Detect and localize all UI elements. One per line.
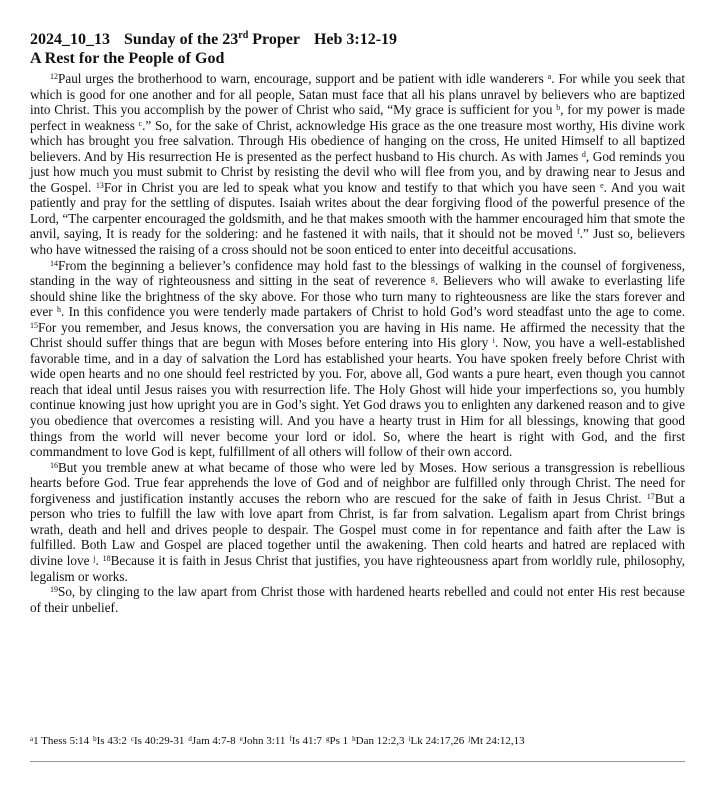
paragraph-text: For you remember, and Jesus knows, the conversation you are having in His name. He affirmed the necessity that the Christ should suffer things that are begun with Moses before entering into His glory	[30, 319, 685, 351]
footnotes	[30, 734, 685, 748]
footnote-mark: h	[352, 735, 356, 743]
body-paragraph	[30, 71, 685, 258]
body-paragraph	[30, 460, 685, 584]
document-body	[30, 71, 685, 615]
footnote-reference: Dan 12:2,3	[355, 735, 405, 747]
footnote-reference: Jam 4:7-8	[191, 735, 236, 747]
verse-number: 16	[50, 460, 58, 470]
footnote-mark: i	[408, 735, 411, 743]
document-title: A Rest for the People of God	[30, 50, 225, 67]
footnote-reference: Is 40:29-31	[134, 735, 185, 747]
sunday-label-main: Sunday of the 23	[124, 31, 239, 48]
footnote-marker: f	[576, 227, 580, 237]
footnote-marker: i	[492, 336, 495, 346]
footnote-mark: c	[130, 735, 134, 743]
paragraph-text: , God reminds you just how much you must submit to Christ by resisting the devil who will flee from you, and by drawing near to Jesus and the Gospel.	[30, 148, 685, 195]
verse-number: 15	[30, 320, 38, 330]
paragraph-text: . Believers who will awake to everlasting life should shine like the brightness of the sky above. For those who turn many to righteousness are like the stars forever and ever	[30, 273, 685, 320]
sunday-label-tail: Proper	[248, 31, 300, 48]
paragraph-text: From the beginning a believer’s confidence may hold fast to the blessings of walking in the counsel of forgiveness, standing in the way of righteousness and sitting in the seat of reverence	[30, 257, 685, 289]
paragraph-text: .	[95, 552, 103, 568]
footnote-mark: b	[93, 735, 97, 743]
paragraph-text: Because it is faith in Jesus Christ that justifies, you have righteousness apart from worldly rule, philosophy, legalism or works.	[30, 552, 686, 584]
footnote-item	[131, 735, 185, 747]
footnote-marker: h	[56, 305, 61, 315]
paragraph-text: .” So, for the sake of Christ, acknowledge His grace as the one treasure most worthy, His divine work which has brought you free salvation. Through His obedience of hanging on the cross, He united Himself to all baptized believers. And by His resurrection He is presented as the perfect husband to His church. As with James	[30, 117, 685, 164]
ordinal-suffix: rd	[238, 30, 249, 41]
footnote-mark: j	[468, 735, 471, 743]
footnote-item	[326, 735, 348, 747]
verse-number: 18	[102, 553, 111, 563]
footnote-mark: a	[30, 735, 34, 743]
footnote-item	[188, 735, 235, 747]
verse-number: 12	[50, 72, 58, 81]
paragraph-text: . For while you seek that which is good for one another and for all people, Satan must face that all his plans unravel by believers who are baptized into Christ. This you accomplish by the power of Christ who said, “My grace is sufficient for you	[30, 71, 685, 118]
footnote-mark: d	[188, 735, 192, 743]
footnote-marker: a	[547, 72, 552, 81]
verse-number: 14	[50, 258, 58, 268]
footnote-marker: e	[600, 180, 604, 190]
footnote-reference: John 3:11	[242, 735, 286, 747]
scripture-reference: Heb 3:12-19	[313, 31, 398, 48]
footnote-reference: Mt 24:12,13	[470, 735, 525, 747]
paragraph-text: But you tremble anew at what became of those who were led by Moses. How serious a transgression is rebellious hearts before God. True fear apprehends the love of God and of neighbor are fulfilled only through Christ. The need for forgiveness and justification instantly accuses the reborn who are rescued for the sake of faith in Jesus Christ.	[30, 459, 685, 506]
footnote-marker: b	[556, 103, 561, 113]
footer-divider	[30, 761, 685, 762]
footnote-marker: j	[93, 553, 96, 563]
footnote-mark: e	[239, 735, 243, 743]
footnote-item	[468, 735, 524, 747]
paragraph-text: . And you wait patiently and pray for the settling of disputes. Isaiah writes about the dear forgiving flood of the powerful presence of the Lord, “The carpenter encouraged the goldsmith, and he that makes smooth with the hammer encouraged him that smote the anvil, saying, It is ready for the soldering: and he fastened it with nails, that it should not be moved	[30, 179, 685, 242]
footnote-item	[289, 735, 322, 747]
footnote-item	[409, 735, 465, 747]
paragraph-text: . In this confidence you were tenderly made partakers of Christ to hold God’s word steadfast unto the age to come.	[60, 304, 685, 320]
document-page	[30, 30, 685, 615]
date-label: 2024_10_13	[30, 31, 110, 48]
footnote-item	[352, 735, 404, 747]
footnote-item	[93, 735, 127, 747]
paragraph-text: . Now, you have a well-established favorable time, and in a day of salvation the Lord has established your hearts. You have spoken freely before Christ with wide open hearts and no one should feel restricted by you. For, above all, God wants a pure heart, even though you cannot reach that ideal until Jesus raises you with resurrection life. The Holy Ghost will hide your imperfections so, you humbly continue knowing just how upright you are in God’s sight. Yet God draws you to enlighten any darkened reason and to give you obedience that overcomes a resisting will. And you have a hearty trust in Him for all blessings, knowing that good things from the world will never become your lord or idol. So, where the heart is right with God, and the first commandment to love God is kept, fulfillment of all others will follow of their own accord.	[30, 335, 685, 460]
footnote-reference: 1 Thess 5:14	[33, 735, 90, 747]
sunday-label	[124, 31, 300, 48]
footnote-marker: c	[138, 118, 143, 128]
footnote-mark: g	[326, 735, 330, 743]
verse-number: 17	[646, 491, 655, 501]
paragraph-text: But a person who tries to fulfill the law with love apart from Christ, is far from salvation. Legalism apart from Christ brings wrath, death and hell and drives people to despair. The Gospel must come in for repentance and faith after the Law is fulfilled. Both Law and Gospel are placed together until the awakening. Then cold hearts and hatred are replaced with divine love	[30, 490, 685, 568]
footnote-mark: f	[289, 735, 292, 743]
verse-number: 19	[50, 585, 58, 595]
footnote-item	[30, 735, 89, 747]
footnote-reference: Ps 1	[329, 735, 349, 747]
document-heading	[30, 30, 685, 49]
paragraph-text: So, by clinging to the law apart from Christ those with hardened hearts rebelled and could not enter His rest because of their unbelief.	[30, 584, 685, 615]
paragraph-text: , for my power is made perfect in weakness	[30, 102, 685, 133]
paragraph-text: .” Just so, believers who have witnessed the raising of a cross should not be soon enticed to enter into deceitful accusations.	[30, 226, 685, 258]
footnote-reference: Is 41:7	[291, 735, 323, 747]
verse-number: 13	[95, 180, 104, 190]
footnote-marker: g	[430, 274, 435, 284]
footnote-item	[240, 735, 286, 747]
footnote-reference: Is 43:2	[96, 735, 127, 747]
body-paragraph	[30, 584, 685, 615]
paragraph-text: Paul urges the brotherhood to warn, encourage, support and be patient with idle wanderers	[58, 71, 548, 86]
body-paragraph	[30, 258, 685, 460]
footnote-marker: d	[581, 149, 586, 159]
footnote-reference: Lk 24:17,26	[410, 735, 465, 747]
paragraph-text: For in Christ you are led to speak what you know and testify to that which you have seen	[103, 179, 601, 195]
